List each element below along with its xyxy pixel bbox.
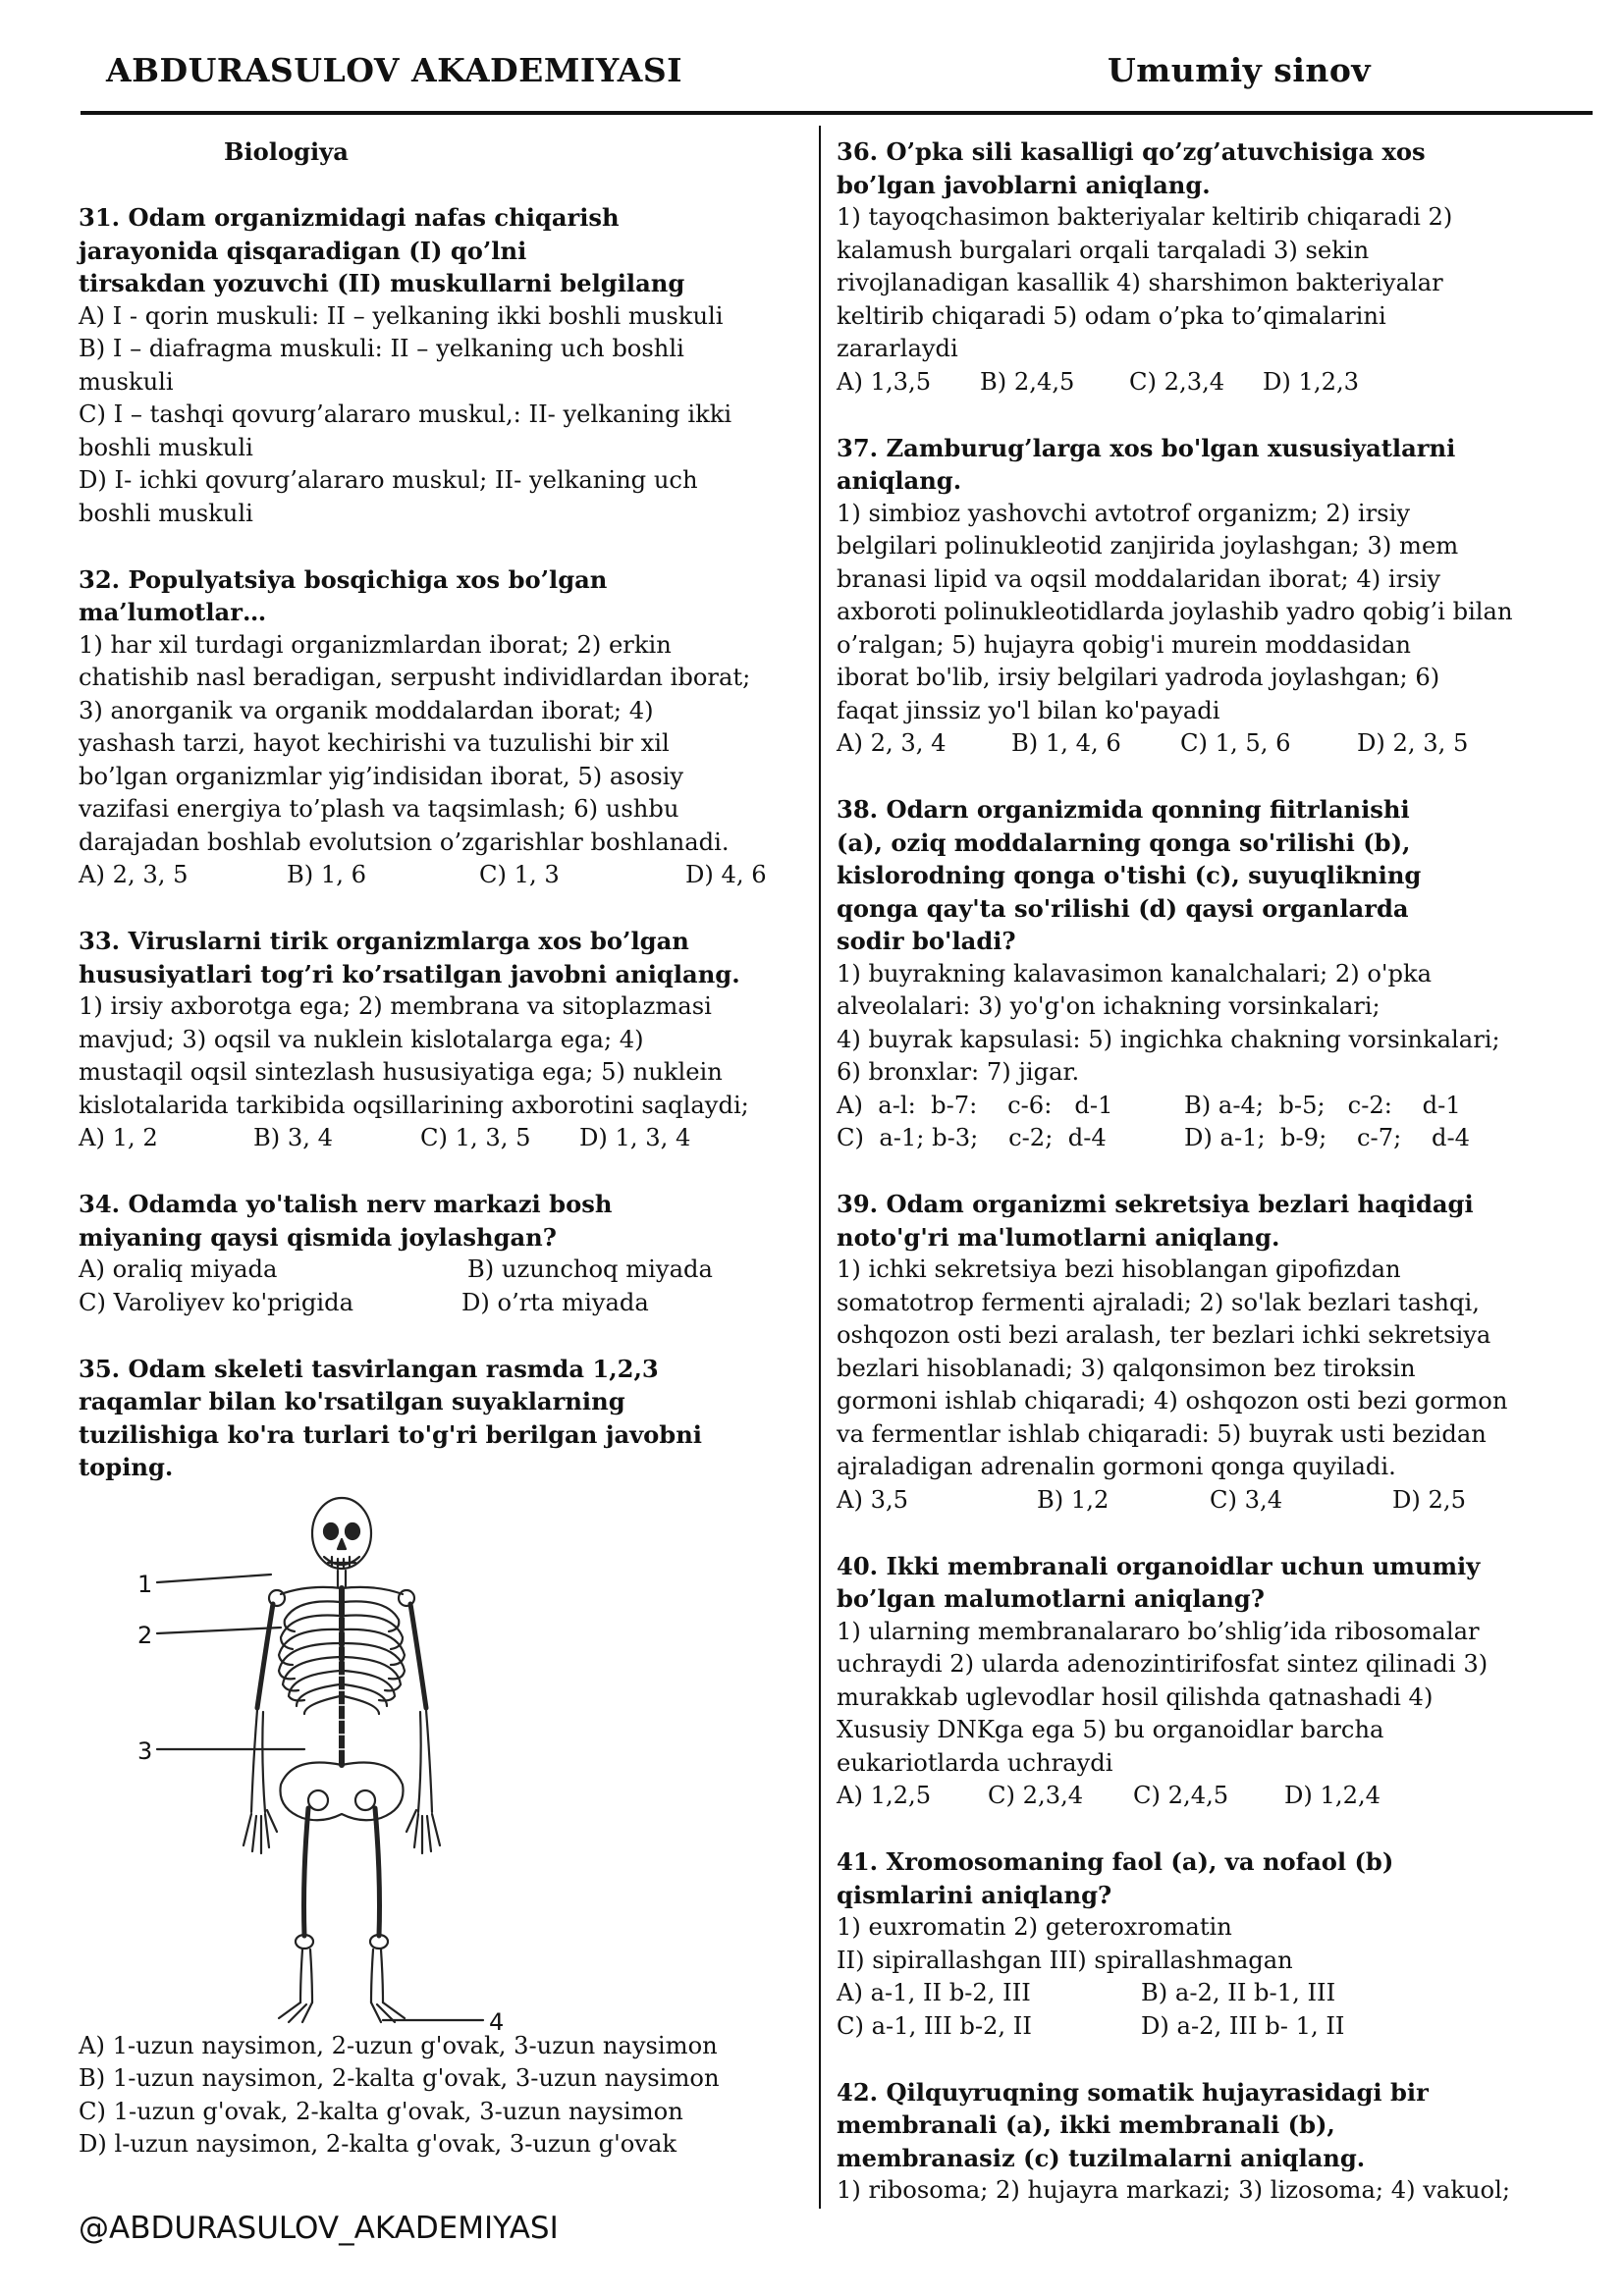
answer-option[interactable]: A) 1,2,5 bbox=[837, 1782, 932, 1809]
question-36 bbox=[837, 135, 1568, 399]
answer-option[interactable]: C) 3,4 bbox=[1210, 1485, 1283, 1514]
statement-line: 1) irsiy axborotga ega; 2) membrana va sitoplazmasi bbox=[79, 992, 712, 1020]
option-line: A) 1-uzun naysimon, 2-uzun g'ovak, 3-uzun naysimon bbox=[79, 2031, 718, 2059]
header-subtitle: Umumiy sinov bbox=[1108, 51, 1372, 89]
question-title: 31. Odam organizmidagi nafas chiqarish bbox=[79, 203, 620, 232]
question-title: bo’lgan javoblarni aniqlang. bbox=[837, 170, 1211, 199]
answer-option[interactable]: A) oraliq miyada bbox=[79, 1255, 278, 1283]
statement-line: belgilari polinukleotid zanjirida joylashgan; 3) mem bbox=[837, 532, 1459, 560]
answer-option[interactable]: C) Varoliyev ko'prigida bbox=[79, 1288, 353, 1316]
option-line: muskuli bbox=[79, 367, 174, 396]
statement-line: kislotalarida tarkibida oqsillarining axborotini saqlaydi; bbox=[79, 1091, 749, 1119]
figure-label: 1 bbox=[137, 1570, 153, 1598]
question-39 bbox=[837, 1188, 1568, 1517]
statement-line: va fermentlar ishlab chiqaradi: 5) buyrak usti bezidan bbox=[837, 1419, 1487, 1448]
question-title: kislorodning qonga o'tishi (c), suyuqlikning bbox=[837, 861, 1422, 889]
skeleton-figure bbox=[79, 1484, 795, 2036]
answer-option[interactable]: B) a-4; b-5; c-2: d-1 bbox=[1184, 1091, 1461, 1119]
answer-row bbox=[837, 1780, 1568, 1813]
question-title: membranali (a), ikki membranali (b), bbox=[837, 2110, 1335, 2139]
question-31 bbox=[79, 201, 795, 530]
answer-option[interactable]: B) 1,2 bbox=[1037, 1485, 1110, 1514]
answer-option[interactable]: C) 1, 3, 5 bbox=[420, 1124, 531, 1151]
answer-row bbox=[837, 1484, 1568, 1518]
question-title: noto'g'ri ma'lumotlarni aniqlang. bbox=[837, 1222, 1280, 1252]
answer-option[interactable]: C) 2,3,4 bbox=[1129, 367, 1225, 396]
question-title: 32. Populyatsiya bosqichiga xos bo’lgan bbox=[79, 564, 608, 594]
statement-line: o’ralgan; 5) hujayra qobig'i murein moddasidan bbox=[837, 630, 1411, 659]
statement-line: keltirib chiqaradi 5) odam o’pka to’qimalarini bbox=[837, 301, 1386, 330]
answer-row bbox=[837, 727, 1568, 761]
statement-line: somatotrop fermenti ajraladi; 2) so'lak bezlari tashqi, bbox=[837, 1288, 1480, 1316]
option-line: C) I – tashqi qovurg’alararo muskul,: II- yelkaning ikki bbox=[79, 400, 732, 428]
statement-line: axboroti polinukleotidlarda joylashib yadro qobig’i bilan bbox=[837, 598, 1513, 625]
figure-label: 4 bbox=[489, 2007, 505, 2036]
statement-line: 1) ularning membranalararo bo’shlig’ida ribosomalar bbox=[837, 1617, 1480, 1645]
question-title: ma’lumotlar… bbox=[79, 598, 267, 626]
option-line: C) 1-uzun g'ovak, 2-kalta g'ovak, 3-uzun naysimon bbox=[79, 2097, 683, 2125]
answer-option[interactable]: B) 1, 4, 6 bbox=[1011, 729, 1121, 757]
statement-line: oshqozon osti bezi aralash, ter bezlari ichki sekretsiya bbox=[837, 1321, 1491, 1349]
statement-line: gormoni ishlab chiqaradi; 4) oshqozon osti bezi gormon bbox=[837, 1387, 1508, 1415]
answer-option[interactable]: C) 2,3,4 bbox=[988, 1782, 1084, 1809]
question-32 bbox=[79, 563, 795, 892]
statement-line: murakkab uglevodlar hosil qilishda qatnashadi 4) bbox=[837, 1682, 1434, 1711]
answer-row bbox=[837, 1122, 1568, 1155]
statement-line: 1) har xil turdagi organizmlardan iborat; 2) erkin bbox=[79, 630, 672, 659]
statement-line: uchraydi 2) ularda adenozintirifosfat sintez qilinadi 3) bbox=[837, 1650, 1489, 1678]
statement-line: mustaqil oqsil sintezlash hususiyatiga ega; 5) nuklein bbox=[79, 1058, 723, 1086]
column-divider bbox=[819, 126, 821, 2209]
question-37 bbox=[837, 432, 1568, 761]
question-title: qonga qay'ta so'rilishi (d) qaysi organlarda bbox=[837, 893, 1409, 923]
statement-line: kalamush burgalari orqali tarqaladi 3) sekin bbox=[837, 236, 1370, 264]
header-rule bbox=[81, 111, 1593, 115]
question-35 bbox=[79, 1353, 795, 2162]
question-title: 40. Ikki membranali organoidlar uchun umumiy bbox=[837, 1551, 1481, 1580]
option-line: B) I – diafragma muskuli: II – yelkaning uch boshli bbox=[79, 335, 684, 362]
question-42 bbox=[837, 2076, 1568, 2208]
answer-option[interactable]: A) 1,3,5 bbox=[837, 367, 932, 396]
left-column bbox=[79, 135, 795, 2162]
statement-line: 4) buyrak kapsulasi: 5) ingichka chakning vorsinkalari; bbox=[837, 1025, 1500, 1053]
answer-option[interactable]: D) o’rta miyada bbox=[461, 1288, 649, 1316]
answer-row bbox=[837, 366, 1568, 400]
statement-line: 1) ribosoma; 2) hujayra markazi; 3) lizosoma; 4) vakuol; bbox=[837, 2176, 1511, 2204]
statement-line: Xususiy DNKga ega 5) bu organoidlar barcha bbox=[837, 1716, 1384, 1743]
statement-line: 1) ichki sekretsiya bezi hisoblangan gipofizdan bbox=[837, 1255, 1401, 1283]
statement-line: vazifasi energiya to’plash va taqsimlash; 6) ushbu bbox=[79, 795, 679, 823]
statement-line: 1) euxromatin 2) geteroxromatin bbox=[837, 1913, 1232, 1941]
question-title: raqamlar bilan ko'rsatilgan suyaklarning bbox=[79, 1387, 625, 1415]
question-title: tuzilishiga ko'ra turlari to'g'ri berilgan javobni bbox=[79, 1419, 702, 1449]
statement-line: yashash tarzi, hayot kechirishi va tuzulishi bir xil bbox=[79, 729, 670, 757]
question-title: 42. Qilquyruqning somatik hujayrasidagi bir bbox=[837, 2077, 1429, 2107]
question-title: 35. Odam skeleti tasvirlangan rasmda 1,2,3 bbox=[79, 1354, 659, 1383]
answer-option[interactable]: C) a-1, III b-2, II bbox=[837, 2011, 1032, 2040]
statement-line: darajadan boshlab evolutsion o’zgarishlar boshlanadi. bbox=[79, 828, 730, 856]
answer-option[interactable]: B) uzunchoq miyada bbox=[467, 1255, 713, 1283]
answer-row bbox=[79, 1254, 795, 1287]
answer-option[interactable]: D) 1, 3, 4 bbox=[579, 1124, 691, 1151]
statement-line: II) sipirallashgan III) spirallashmagan bbox=[837, 1946, 1293, 1974]
question-title: tirsakdan yozuvchi (II) muskullarni belgilang bbox=[79, 269, 685, 297]
answer-option[interactable]: D) 4, 6 bbox=[685, 861, 767, 888]
option-line: boshli muskuli bbox=[79, 499, 253, 527]
statement-line: eukariotlarda uchraydi bbox=[837, 1748, 1113, 1777]
option-line: A) I - qorin muskuli: II – yelkaning ikki boshli muskuli bbox=[79, 301, 724, 330]
statement-line: 1) tayoqchasimon bakteriyalar keltirib chiqaradi 2) bbox=[837, 203, 1453, 231]
answer-row bbox=[837, 2010, 1568, 2044]
statement-line: 3) anorganik va organik moddalardan iborat; 4) bbox=[79, 696, 654, 724]
statement-line: branasi lipid va oqsil moddalaridan iborat; 4) irsiy bbox=[837, 564, 1441, 593]
option-line: boshli muskuli bbox=[79, 433, 253, 461]
question-title: toping. bbox=[79, 1453, 174, 1481]
question-title: miyaning qaysi qismida joylashgan? bbox=[79, 1222, 557, 1252]
question-38 bbox=[837, 793, 1568, 1155]
statement-line: mavjud; 3) oqsil va nuklein kislotalarga ega; 4) bbox=[79, 1025, 644, 1053]
skeleton-illustration bbox=[79, 1484, 795, 2030]
statement-line: faqat jinssiz yo'l bilan ko'payadi bbox=[837, 696, 1220, 724]
answer-option[interactable]: A) a-l: b-7: c-6: d-1 bbox=[837, 1091, 1113, 1119]
statement-line: chatishib nasl beradigan, serpusht individlardan iborat; bbox=[79, 664, 751, 691]
statement-line: alveolalari: 3) yo'g'on ichakning vorsinkalari; bbox=[837, 992, 1380, 1020]
option-line: B) 1-uzun naysimon, 2-kalta g'ovak, 3-uzun naysimon bbox=[79, 2064, 720, 2092]
question-title: qismlarini aniqlang? bbox=[837, 1880, 1112, 1909]
question-title: 41. Xromosomaning faol (a), va nofaol (b) bbox=[837, 1847, 1394, 1876]
statement-line: iborat bo'lib, irsiy belgilari yadroda joylashgan; 6) bbox=[837, 664, 1440, 691]
question-title: sodir bo'ladi? bbox=[837, 927, 1016, 955]
answer-row bbox=[837, 1090, 1568, 1123]
answer-row bbox=[837, 1977, 1568, 2010]
answer-option[interactable]: A) 3,5 bbox=[837, 1485, 909, 1514]
statement-line: 6) bronxlar: 7) jigar. bbox=[837, 1058, 1080, 1086]
statement-line: rivojlanadigan kasallik 4) sharshimon bakteriyalar bbox=[837, 269, 1443, 296]
answer-option[interactable]: B) 1, 6 bbox=[287, 861, 367, 888]
question-title: bo’lgan malumotlarni aniqlang? bbox=[837, 1584, 1265, 1613]
question-title: (a), oziq moddalarning qonga so'rilishi (b), bbox=[837, 828, 1411, 857]
question-title: jarayonida qisqaradigan (I) qo’lni bbox=[79, 236, 527, 265]
answer-row bbox=[79, 1122, 795, 1155]
question-title: 33. Viruslarni tirik organizmlarga xos bo’lgan bbox=[79, 927, 689, 955]
question-40 bbox=[837, 1550, 1568, 1813]
question-title: membranasiz (c) tuzilmalarni aniqlang. bbox=[837, 2143, 1366, 2172]
statement-line: ajraladigan adrenalin gormoni qonga quyiladi. bbox=[837, 1453, 1396, 1480]
question-title: 34. Odamda yo'talish nerv markazi bosh bbox=[79, 1190, 613, 1218]
answer-option[interactable]: B) 3, 4 bbox=[253, 1124, 334, 1151]
answer-option[interactable]: B) 2,4,5 bbox=[980, 367, 1075, 396]
answer-option[interactable]: A) 2, 3, 5 bbox=[79, 861, 189, 888]
answer-option[interactable]: D) 2, 3, 5 bbox=[1357, 729, 1469, 757]
question-title: hususiyatlari tog’ri ko’rsatilgan javobni aniqlang. bbox=[79, 959, 740, 988]
figure-label: 3 bbox=[137, 1736, 153, 1765]
subject-title: Biologiya bbox=[224, 137, 349, 166]
question-title: 37. Zamburug’larga xos bo'lgan xususiyatlarni bbox=[837, 433, 1456, 462]
right-column bbox=[837, 135, 1568, 2240]
question-title: 38. Odarn organizmida qonning fiitrlanishi bbox=[837, 795, 1410, 824]
statement-line: 1) buyrakning kalavasimon kanalchalari; 2) o'pka bbox=[837, 959, 1433, 988]
question-title: aniqlang. bbox=[837, 466, 962, 495]
header-title: ABDURASULOV AKADEMIYASI bbox=[106, 51, 683, 89]
question-33 bbox=[79, 925, 795, 1155]
answer-option[interactable]: C) 1, 5, 6 bbox=[1180, 729, 1291, 757]
answer-option[interactable]: C) 1, 3 bbox=[479, 861, 560, 888]
answer-row bbox=[79, 859, 795, 892]
answer-option[interactable]: B) a-2, II b-1, III bbox=[1141, 1979, 1336, 2006]
question-34 bbox=[79, 1188, 795, 1319]
question-title: 36. O’pka sili kasalligi qo’zg’atuvchisiga xos bbox=[837, 137, 1426, 166]
answer-option[interactable]: A) 1, 2 bbox=[79, 1124, 158, 1151]
answer-option[interactable]: C) 2,4,5 bbox=[1133, 1782, 1229, 1809]
statement-line: bo’lgan organizmlar yig’indisidan iborat, 5) asosiy bbox=[79, 762, 684, 790]
question-title: 39. Odam organizmi sekretsiya bezlari haqidagi bbox=[837, 1190, 1474, 1218]
option-line: D) I- ichki qovurg’alararo muskul; II- yelkaning uch bbox=[79, 466, 698, 494]
option-line: D) l-uzun naysimon, 2-kalta g'ovak, 3-uzun g'ovak bbox=[79, 2130, 677, 2158]
statement-line: 1) simbioz yashovchi avtotrof organizm; 2) irsiy bbox=[837, 499, 1410, 527]
answer-option[interactable]: D) a-1; b-9; c-7; d-4 bbox=[1184, 1124, 1471, 1151]
answer-option[interactable]: D) a-2, III b- 1, II bbox=[1141, 2011, 1345, 2040]
answer-option[interactable]: C) a-1; b-3; c-2; d-4 bbox=[837, 1124, 1107, 1151]
question-41 bbox=[837, 1845, 1568, 2043]
figure-label: 2 bbox=[137, 1621, 153, 1649]
footer-handle: @ABDURASULOV_AKADEMIYASI bbox=[79, 2211, 559, 2246]
answer-option[interactable]: A) 2, 3, 4 bbox=[837, 729, 947, 757]
answer-option[interactable]: D) 2,5 bbox=[1392, 1485, 1466, 1514]
answer-option[interactable]: D) 1,2,4 bbox=[1284, 1782, 1381, 1809]
answer-option[interactable]: D) 1,2,3 bbox=[1263, 367, 1360, 396]
statement-line: bezlari hisoblanadi; 3) qalqonsimon bez tiroksin bbox=[837, 1354, 1416, 1382]
statement-line: zararlaydi bbox=[837, 335, 958, 362]
answer-row bbox=[79, 1287, 795, 1320]
answer-option[interactable]: A) a-1, II b-2, III bbox=[837, 1979, 1031, 2006]
